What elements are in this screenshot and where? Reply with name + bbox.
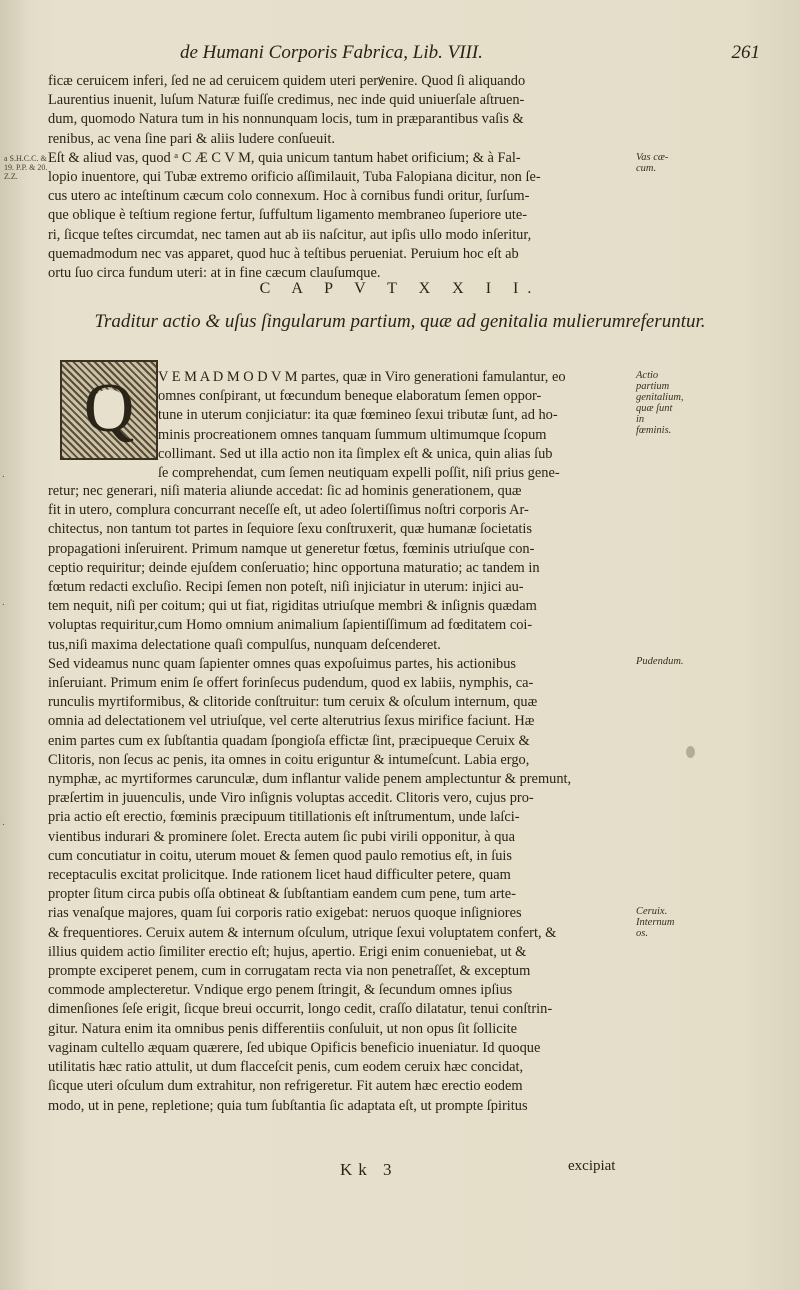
paragraph-main (48, 482, 624, 1116)
text-line: fit in utero, complura concurrant neceſſe eſt, ut adeo ſolertiſſimus noſtri corporis Ar- (48, 502, 529, 519)
text-line: que oblique è teſtium regione fertur, ſuffultum ligamento membraneo ſuperiore ute- (48, 207, 528, 224)
text-line: Laurentius inuenit, luſum Naturæ fuiſſe credimus, nec inde quid uniuerſale aſtruen- (48, 92, 525, 109)
text-line: vaginam cultello æquam quærere, ſed ubique Opificis beneficio inueniatur. Id quoque (48, 1039, 541, 1056)
text-line: omnia ad delectationem vel utriuſque, vel certe alterutrius ſexus mirifice faciunt. Hæ (48, 713, 535, 730)
text-line: ceptio requiritur; deinde ejuſdem conſeruatio; hinc opportuna maturatio; ac tandem in (48, 559, 540, 576)
margin-note-vas-caecum: Vas cæ- cum. (636, 152, 669, 174)
text-line: retur; nec generari, niſi materia aliunde accedat: ſic ad hominis generationem, quæ (48, 483, 522, 499)
paragraph-main-top (158, 368, 624, 483)
text-line: rias venaſque majores, quam ſui corporis ratio exigebat: neruos quoque inſigniores (48, 905, 522, 922)
text-line: omnes conſpirant, ut fœcundum beneque elaboratum ſemen oppor- (158, 388, 542, 405)
text-line: præſertim in juuenculis, unde Viro inſignis voluptas accedit. Clitoris vero, cujus pro- (48, 790, 534, 807)
text-line: prompte exciperet penem, cum in corrugatam recta via non penetraſſet, & exceptum (48, 963, 531, 980)
text-line: gitur. Natura enim ita omnibus penis differentiis conſuluit, ut non opus ſit ſollicite (48, 1020, 517, 1037)
text-line: tus,niſi maxima delectatione quaſi compulſus, nunquam deſcenderet. (48, 636, 441, 653)
text-line: Clitoris, non ſecus ac penis, ita omnes in coitu eriguntur & intumeſcunt. Labia ergo, (48, 751, 530, 768)
decorated-initial (60, 360, 158, 460)
text-line: ſicque uteri oſculum dum extrahitur, non refrigeretur. Fit autem hæc erectio eodem (48, 1078, 523, 1095)
chapter-title-line: Traditur actio & uſus ſingularum partium, quæ ad genitalia mulierum (94, 311, 626, 332)
text-line: renibus, ac vena ſine pari & aliis ludere conſueuit. (48, 130, 335, 147)
text-line: propter ſitum circa pubis oſſa obtineat & ſubſtantiam eandem cum pene, tum arte- (48, 886, 516, 903)
text-line: ortu ſuo circa fundum uteri: at in fine cæcum clauſumque. (48, 265, 381, 282)
chapter-title (60, 310, 740, 334)
text-line: Eſt & aliud vas, quod ᵃ C Æ C V M, quia unicum tantum habet orificium; & à Fal- (48, 149, 521, 166)
text-line: ſe comprehendat, cum ſemen neutiquam expelli poſſit, niſi prius gene- (158, 465, 560, 482)
text-line: commode amplecteretur. Vndique ergo penem ſtringit, & ſecundum omnes ipſius (48, 982, 513, 999)
chapter-heading: C A P V T X X I I. (259, 280, 541, 297)
margin-note-actio-partium: Actio partium genitalium, quæ ſunt in fœminis. (636, 370, 684, 436)
running-title: de Humani Corporis Fabrica, Lib. VIII. (180, 42, 483, 63)
text-line: pria actio eſt erectio, fœminis præcipuum titillationis eſt inſtrumentum, unde laſci- (48, 809, 520, 826)
text-line: receptaculis excitat prolicitque. Inde rationem licet haud difficulter petere, quam (48, 867, 511, 884)
text-line: vientibus indurari & prominere ſolet. Erecta autem ſic pubi virili opponitur, à qua (48, 828, 515, 845)
text-line: tune in uterum conjiciatur: ita quæ fœmineo ſexui tributæ ſunt, ad ho- (158, 407, 558, 424)
text-line: collimant. Sed ut illa actio non ita ſimplex eſt & unica, quin alias ſub (158, 445, 553, 462)
text-line: dimenſiones ſeſe erigit, ſicque breui occurrit, longo cedit, craſſo dilatatur, tenui conſtrin- (48, 1001, 553, 1018)
text-line: ri, ſicque teſtes circumdat, nec tamen aut ab iis naſcitur, aut ipſis ullo modo inſeritur, (48, 226, 532, 243)
text-line: illius quidem actio ſimiliter erectio eſt; hujus, apertio. Erigi enim conueniebat, ut & (48, 943, 527, 960)
page-edge-marks: . . . (2, 470, 5, 828)
text-line: V E M A D M O D V M partes, quæ in Viro generationi famulantur, eo (158, 369, 566, 385)
text-line: minis procreationem omnes tanquam ſummum ultimumque ſcopum (158, 426, 547, 443)
text-line: tem nequit, niſi per coitum; qui ut fiat, rigiditas utriuſque membri & inſignis quædam (48, 598, 537, 615)
text-line: chitectus, non tantum tot partes in ſequiore ſexu conſtruxerit, quæ humanæ ſocietatis (48, 521, 532, 538)
ink-smudge (686, 746, 695, 758)
text-line: lopio inuentore, qui Tubæ extremo orificio aſſimilauit, Tuba Falopiana dicitur, non ſe- (48, 169, 541, 186)
initial-letter: Q (83, 370, 135, 447)
text-line: cus utero ac inteſtinum cæcum colo connexum. Hoc à cornibus fundi oritur, ſurſum- (48, 188, 530, 205)
text-line: voluptas requiritur,cum Homo omnium animalium ſapientiſſimum ad fœditatem coi- (48, 617, 533, 634)
text-line: quemadmodum nec vas apparet, quod huc à teſtibus perueniat. Peruium hoc eſt ab (48, 245, 519, 262)
page-number: 261 (731, 42, 760, 63)
signature-mark: Kk 3 (340, 1160, 398, 1179)
text-line: Sed videamus nunc quam ſapienter omnes quas expoſuimus partes, his actionibus (48, 655, 517, 672)
margin-note-pudendum: Pudendum. (636, 656, 684, 667)
text-line: & frequentiores. Ceruix autem & internum oſculum, utrique ſexui voluptatem confert, & (48, 924, 557, 941)
paragraph-top (48, 72, 608, 283)
text-line: fœtum redacti excluſio. Recipi ſemen non poteſt, niſi injiciatur in uterum: injici au- (48, 579, 524, 596)
text-line: propagationi inſeruirent. Primum namque ut generetur fœtus, fœminis utriuſque con- (48, 540, 535, 557)
margin-note-left: a S.H.C.C. & 19. P.P. & 20. Z.Z. (4, 154, 48, 181)
text-line: dum, quomodo Natura tum in his nonnunquam locis, tum in præparantibus vaſis & (48, 111, 524, 128)
text-line: ficæ ceruicem inferi, ſed ne ad ceruicem quidem uteri perꝟenire. Quod ſi aliquando (48, 73, 526, 89)
text-line: inſeruiant. Primum enim ſe offert forinſecus pudendum, quod ex labiis, nymphis, ca- (48, 675, 534, 692)
text-line: utilitatis hæc ratio attulit, ut dum flacceſcit penis, cum eodem ceruix hæc concidat, (48, 1059, 524, 1076)
text-line: nymphæ, ac myrtiformes carunculæ, dum inflantur valide penem amplectuntur & premunt, (48, 771, 572, 788)
running-header (160, 42, 760, 72)
text-line: modo, ut in pene, repletione; quia tum ſubſtantia ſic adaptata eſt, ut prompte ſpiritus (48, 1097, 528, 1114)
catchword: excipiat (568, 1158, 616, 1174)
text-line: runculis myrtiformibus, & clitoride conſtruitur: tum ceruix & oſculum internum, quæ (48, 694, 538, 711)
text-line: enim partes cum ex ſubſtantia quadam ſpongioſa effictæ ſint, præcipueque Ceruix & (48, 732, 530, 749)
text-line: cum concutiatur in coitu, uterum mouet & ſemen quod paulo remotius eſt, in ſuis (48, 847, 513, 864)
margin-note-ceruix: Ceruix. Internum os. (636, 906, 675, 939)
chapter-title-line: referuntur. (625, 311, 706, 332)
